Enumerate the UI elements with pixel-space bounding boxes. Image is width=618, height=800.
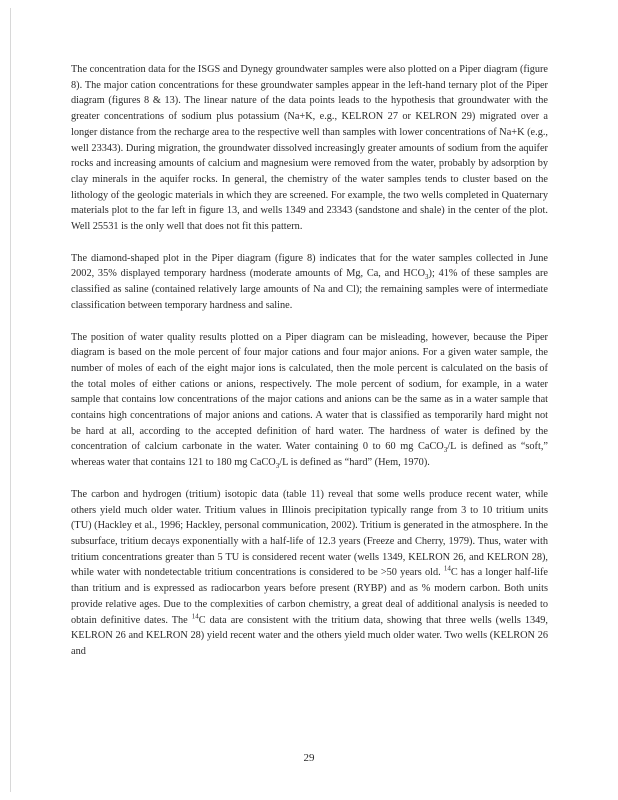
- paragraph-text: /L is defined as “hard” (Hem, 1970).: [279, 457, 430, 469]
- paragraph-text: The diamond-shaped plot in the Piper diagram (figure 8) indicates that for the water samples collected in June 2002, 35% displayed temporary hardness (moderate amounts of Mg, Ca, and HCO: [71, 252, 548, 280]
- paragraph-text: ); 41% of these samples are classified as saline (contained relatively large amounts of Na and Cl); the remaining samples were of intermediate classification between temporary hardness and saline.: [71, 268, 548, 311]
- superscript: 14: [191, 612, 199, 621]
- paragraph-piper-diamond: [71, 251, 548, 314]
- paragraph-isotopes: [71, 487, 548, 660]
- page-number: 29: [303, 752, 315, 764]
- superscript: 14: [443, 564, 451, 573]
- paragraph-text: The position of water quality results plotted on a Piper diagram can be misleading, however, because the Piper diagram is based on the mole percent of four major cations and four major anions. For a given water sample, the number of moles of each of the eight major ions is calculated, then the mole percent is calculated on the basis of the total moles of either cations or anions, respectively. The mole percent of sodium, for example, in a water sample that contains low concentrations of the major cations and anions can be the same as in a water sample that contains high concentrations of major anions and cations. A water that is classified as temporarily hard might not be hard at all, according to the accepted definition of hard water. The hardness of water is defined by the concentration of calcium carbonate in the water. Water containing 0 to 60 mg CaCO: [71, 331, 548, 453]
- paragraph-piper-cations: [71, 62, 548, 235]
- paragraph-text: The carbon and hydrogen (tritium) isotopic data (table 11) reveal that some wells produce recent water, while others yield much older water. Tritium values in Illinois precipitation typically range from 3 to 10 tritium units (TU) (Hackley et al., 1996; Hackley, personal communication, 2002). Tritium is generated in the atmosphere. In the subsurface, tritium decays exponentially with a half-life of 12.3 years (Freeze and Cherry, 1979). Thus, water with tritium concentrations greater than 5 TU is considered recent water (wells 1349, KELRON 26, and KELRON 28), while water with nondetectable tritium concentrations is considered to be >50 years old.: [71, 488, 548, 579]
- paragraph-hardness: [71, 330, 548, 471]
- subscript: 3: [425, 273, 429, 282]
- scan-edge-line: [10, 8, 11, 792]
- paragraph-text: C has a longer half-life than tritium and is expressed as radiocarbon years before present (RYBP) and as % modern carbon. Both units provide relative ages. Due to the complexities of carbon chemistry, a great deal of additional analysis is needed to obtain definitive dates. The: [71, 567, 548, 626]
- paragraph-text: /L is defined as “soft,” whereas water that contains 121 to 180 mg CaCO: [71, 441, 548, 469]
- paragraph-text: The concentration data for the ISGS and Dynegy groundwater samples were also plotted on a Piper diagram (figure 8). The major cation concentrations for these groundwater samples appear in the left-hand ternary plot of the Piper diagram (figures 8 & 13). The linear nature of the data points leads to the hypothesis that groundwater with the greater concentrations of sodium plus potassium (Na+K, e.g., KELRON 27 or KELRON 29) migrated over a longer distance from the recharge area to the respective well than samples with lower concentrations of Na+K (e.g., well 23343). During migration, the groundwater dissolved increasingly greater amounts of sodium from the aquifer rocks and increasing amounts of calcium and magnesium were removed from the water, probably by adsorption by clay minerals in the aquifer rocks. In general, the chemistry of the water samples tends to cluster based on the lithology of the geologic materials in which they are screened. For example, the two wells completed in Quaternary materials plot to the far left in figure 13, and wells 1349 and 23343 (sandstone and shale) in the center of the plot. Well 25531 is the only well that does not fit this pattern.: [71, 64, 548, 233]
- subscript: 3: [443, 446, 448, 455]
- body-text: [71, 62, 548, 676]
- subscript: 3: [275, 462, 280, 471]
- paragraph-text: C data are consistent with the tritium data, showing that three wells (wells 1349, KELRON 26 and KELRON 28) yield recent water and the others yield much older water. Two wells (KELRON 26 and: [71, 614, 549, 657]
